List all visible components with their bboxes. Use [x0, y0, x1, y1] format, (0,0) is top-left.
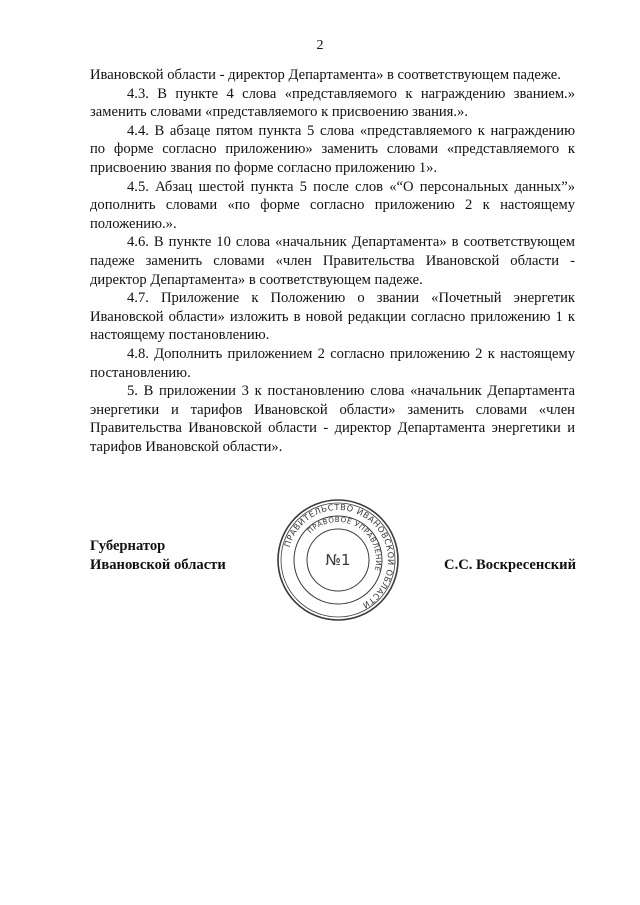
document-body — [90, 66, 575, 456]
paragraph-4-2-continuation: Ивановской области - директор Департамента» в соответствующем падеже. — [90, 67, 561, 83]
official-seal — [276, 498, 400, 622]
seal-inner-text: ПРАВОВОЕ УПРАВЛЕНИЕ — [305, 514, 384, 573]
seal-graphic — [276, 498, 400, 622]
signatory-title-line1: Губернатор — [90, 538, 166, 554]
paragraph-5: 5. В приложении 3 к постановлению слова «начальник Департамента энергетики и тарифов Ивановской области» заменить словами «член Правительства Ивановской области - директор Департамента энергетики и тарифов Ивановской области». — [90, 383, 575, 455]
signatory-title-line2: Ивановской области — [90, 557, 226, 573]
paragraph-4-8: 4.8. Дополнить приложением 2 согласно приложению 2 к настоящему постановлению. — [90, 345, 575, 381]
paragraph-4-7: 4.7. Приложение к Положению о звании «Почетный энергетик Ивановской области» изложить в новой редакции согласно приложению 1 к настоящему постановлению. — [90, 290, 575, 344]
seal-outer-text: ПРАВИТЕЛЬСТВО ИВАНОВСКОЙ ОБЛАСТИ — [281, 501, 397, 611]
paragraph-4-4: 4.4. В абзаце пятом пункта 5 слова «представляемого к награждению по форме согласно приложению» заменить словами «представляемого к присвоению звания по форме согласно приложению 1». — [90, 122, 575, 176]
page-number: 2 — [316, 38, 324, 53]
paragraph-4-5: 4.5. Абзац шестой пункта 5 после слов «“О персональных данных”» дополнить словами «по форме согласно приложению 2 к настоящему положению.». — [90, 178, 575, 232]
signatory-title — [90, 537, 226, 575]
signatory-name: С.С. Воскресенский — [444, 557, 576, 573]
paragraph-4-6: 4.6. В пункте 10 слова «начальник Департамента» в соответствующем падеже заменить словами «член Правительства Ивановской области - директор Департамента» в соответствующем падеже. — [90, 234, 575, 288]
seal-center-number: №1 — [325, 551, 351, 569]
paragraph-4-3: 4.3. В пункте 4 слова «представляемого к награждению званием.» заменить словами «представляемого к присвоению звания.». — [90, 85, 575, 121]
